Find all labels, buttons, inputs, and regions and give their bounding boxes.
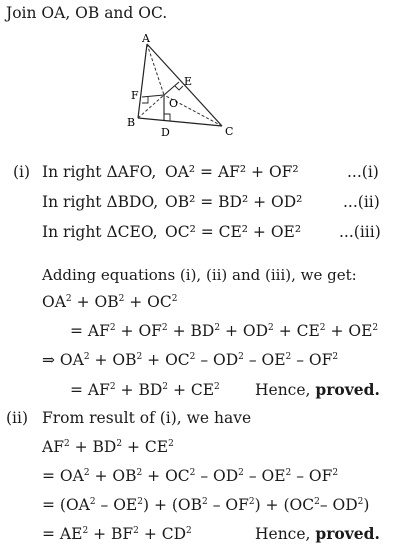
part-ii-step2: = $OA^2 + OB^2 + OC^2 - OD^2 - OE^2 - OF^2$ [42, 467, 339, 485]
eq1-mark: ...(i) [347, 163, 379, 181]
part-ii-step3: = $(OA^2 - OE^2) + (OB^2 - OF^2) + (OC^2-$ $OD^2$) [42, 496, 370, 514]
part-i-step1: $OA^2 + OB^2 + OC^2$ [42, 293, 178, 311]
join-oa [147, 44, 164, 95]
label-c: C [225, 125, 234, 138]
intro-text: Join OA, OB and OC. [6, 4, 168, 22]
part-ii-step4: = $AE^2 + BF^2 + CD^2$ [42, 525, 192, 543]
part-i-step4: = $AF^2 + BD^2 + CE^2$ [70, 381, 220, 399]
label-f: F [131, 89, 139, 102]
part-i-step2: = $AF^2 + OF^2 + BD^2 + OD^2 + CE^2 + OE^2$ [70, 322, 379, 340]
part-ii-number: (ii) [6, 409, 29, 427]
eq2-lhs: In right ΔBDO, [42, 193, 159, 211]
right-angle-e [175, 86, 183, 90]
label-b: B [127, 116, 136, 129]
eq1-rhs: OA² = AF² + OF² [165, 163, 299, 181]
label-o: O [169, 97, 179, 110]
part-ii-step1: $AF^2 + BD^2 + CE^2$ [42, 438, 174, 456]
label-a: A [142, 32, 150, 45]
side-bc [138, 118, 222, 126]
adding-text: Adding equations (i), (ii) and (iii), we get: [42, 266, 357, 284]
part-i-hence: Hence, proved. [255, 380, 380, 399]
perp-oe [164, 82, 179, 95]
part-ii-hence: Hence, proved. [255, 524, 380, 543]
right-angle-f [142, 97, 148, 103]
eq1-lhs: In right ΔAFO, [42, 163, 157, 181]
part-ii-intro: From result of (i), we have [42, 409, 252, 427]
eq2-mark: ...(ii) [343, 193, 380, 211]
eq3-mark: ...(iii) [339, 223, 381, 241]
join-ob [138, 95, 164, 118]
eq2-rhs: OB² = BD² + OD² [165, 193, 303, 211]
part-i-number: (i) [13, 163, 31, 181]
part-i-proved: proved. [315, 380, 380, 399]
right-angle-d [164, 114, 170, 121]
perp-of [142, 95, 164, 97]
label-e: E [184, 75, 193, 88]
eq3-lhs: In right ΔCEO, [42, 223, 158, 241]
side-ab [138, 44, 147, 118]
eq3-rhs: OC² = CE² + OE² [165, 223, 302, 241]
label-d: D [161, 126, 170, 139]
part-ii-proved: proved. [315, 524, 380, 543]
part-i-step3: ⇒ $OA^2 + OB^2 + OC^2 - OD^2 - OE^2 - OF^2$ [42, 351, 339, 369]
